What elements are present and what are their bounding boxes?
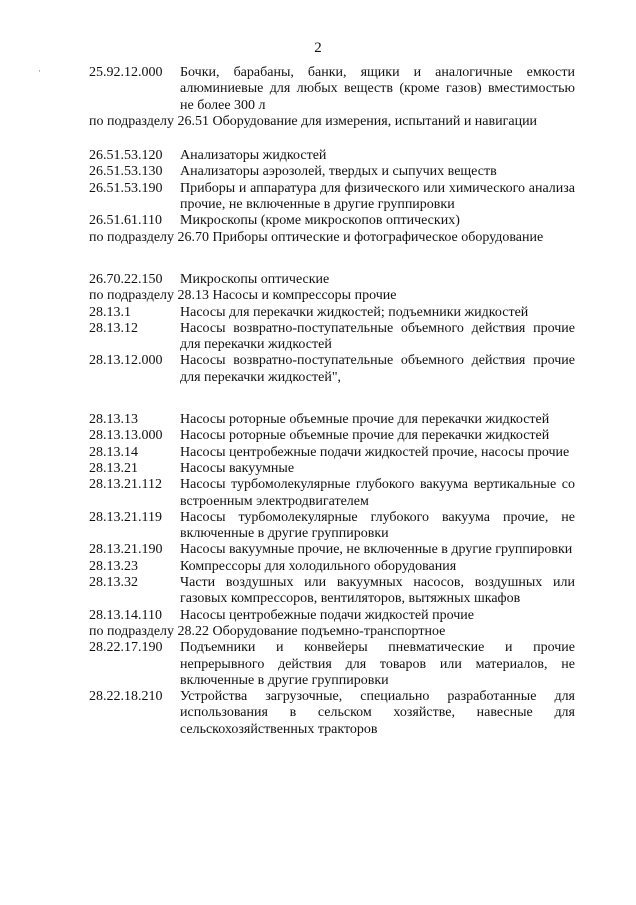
entry-row [89, 608, 575, 624]
entry-code: 28.13.23 [89, 558, 138, 574]
entry-description: Компрессоры для холодильного оборудования [180, 558, 457, 574]
entry-row [89, 412, 575, 428]
entry-row [89, 305, 575, 321]
entry-row [89, 321, 575, 354]
entry-description: Насосы возвратно-поступательные объемного действия прочие для перекачки жидкостей", [180, 353, 575, 385]
entry-code: 28.13.1 [89, 304, 131, 320]
subsection-heading: по подразделу 28.13 Насосы и компрессоры прочие [89, 288, 397, 304]
entry-code: 26.51.61.110 [89, 213, 162, 229]
entry-row [89, 148, 575, 164]
entry-code: 28.13.12.000 [89, 353, 163, 369]
entry-code: 26.51.53.190 [89, 180, 163, 196]
entry-code: 28.13.21.112 [89, 477, 162, 493]
entry-description: Микроскопы (кроме микроскопов оптических) [180, 213, 460, 229]
entry-description: Насосы роторные объемные прочие для перекачки жидкостей [180, 428, 550, 444]
entry-row [89, 353, 575, 386]
entry-row [89, 689, 575, 738]
entry-code: 25.92.12.000 [89, 65, 163, 80]
entry-row [89, 640, 575, 689]
subsection-heading: по подразделу 26.51 Оборудование для измерения, испытаний и навигации [89, 113, 538, 129]
entry-description: Микроскопы оптические [180, 271, 330, 287]
entry-row [89, 213, 575, 229]
entry-code: 26.51.53.120 [89, 148, 163, 164]
subsection-heading: по подразделу 28.22 Оборудование подъемно-транспортное [89, 623, 446, 639]
entry-description: Насосы роторные объемные прочие для перекачки жидкостей [180, 412, 550, 428]
entry-description: Части воздушных или вакуумных насосов, воздушных или газовых компрессоров, вентиляторов, вытяжных шкафов [180, 575, 575, 607]
entry-description: Насосы центробежные подачи жидкостей прочие, насосы прочие [180, 444, 570, 460]
entry-description: Приборы и аппаратура для физического или химического анализа прочие, не включенные в другие группировки [180, 180, 575, 213]
entry-description: Насосы турбомолекулярные глубокого вакуума прочие, не включенные в другие группировки [180, 509, 575, 542]
entry-code: 28.13.21 [89, 460, 138, 476]
entry-description: Анализаторы жидкостей [180, 148, 327, 164]
entry-description: Насосы вакуумные [180, 460, 295, 476]
entry-row [89, 428, 575, 444]
entry-row [89, 181, 575, 214]
entry-description: Насосы центробежные подачи жидкостей прочие [180, 607, 474, 623]
entry-row [89, 477, 575, 510]
entry-code: 28.13.21.119 [89, 509, 162, 525]
entry-code: 28.13.14 [89, 444, 138, 460]
entry-row [89, 461, 575, 477]
entry-code: 26.70.22.150 [89, 271, 163, 287]
entry-row [89, 542, 575, 558]
page-number: 2 [314, 40, 322, 56]
entry-description: Анализаторы аэрозолей, твердых и сыпучих веществ [180, 164, 497, 180]
entry-description: Устройства загрузочные, специально разработанные для использования в сельском хозяйстве, навесные для сельскохозяйственных тракторов [180, 689, 575, 737]
entry-description: Насосы турбомолекулярные глубокого вакуума вертикальные со встроенным электродвигателем [180, 477, 575, 509]
entry-code: 28.13.12 [89, 320, 138, 336]
entry-code: 28.13.13 [89, 412, 138, 428]
entry-description: Насосы возвратно-поступательные объемного действия прочие для перекачки жидкостей [180, 320, 575, 353]
entry-code: 28.22.17.190 [89, 640, 163, 656]
entry-row [89, 164, 575, 180]
entry-code: 28.13.32 [89, 575, 138, 591]
entry-row [89, 510, 575, 543]
entry-description: Насосы вакуумные прочие, не включенные в другие группировки [180, 542, 573, 558]
entry-code: 28.13.14.110 [89, 607, 162, 623]
entry-code: 28.22.18.210 [89, 689, 163, 705]
entry-description: Бочки, барабаны, банки, ящики и аналогичные емкости алюминиевые для любых веществ (кроме газов) вместимостью не более 300 л [180, 65, 575, 113]
entry-row [89, 559, 575, 575]
scan-speck: · [38, 66, 41, 76]
entry-code: 26.51.53.130 [89, 164, 163, 180]
entry-row [89, 65, 575, 114]
entry-description: Насосы для перекачки жидкостей; подъемники жидкостей [180, 304, 529, 320]
entry-row [89, 272, 575, 288]
entry-row [89, 575, 575, 608]
subsection-heading: по подразделу 26.70 Приборы оптические и фотографическое оборудование [89, 229, 544, 245]
entry-code: 28.13.13.000 [89, 428, 163, 444]
entry-code: 28.13.21.190 [89, 542, 163, 558]
entry-description: Подъемники и конвейеры пневматические и прочие непрерывного действия для товаров или материалов, не включенные в другие группировки [180, 640, 575, 688]
document-body [89, 65, 575, 738]
entry-row [89, 445, 575, 461]
